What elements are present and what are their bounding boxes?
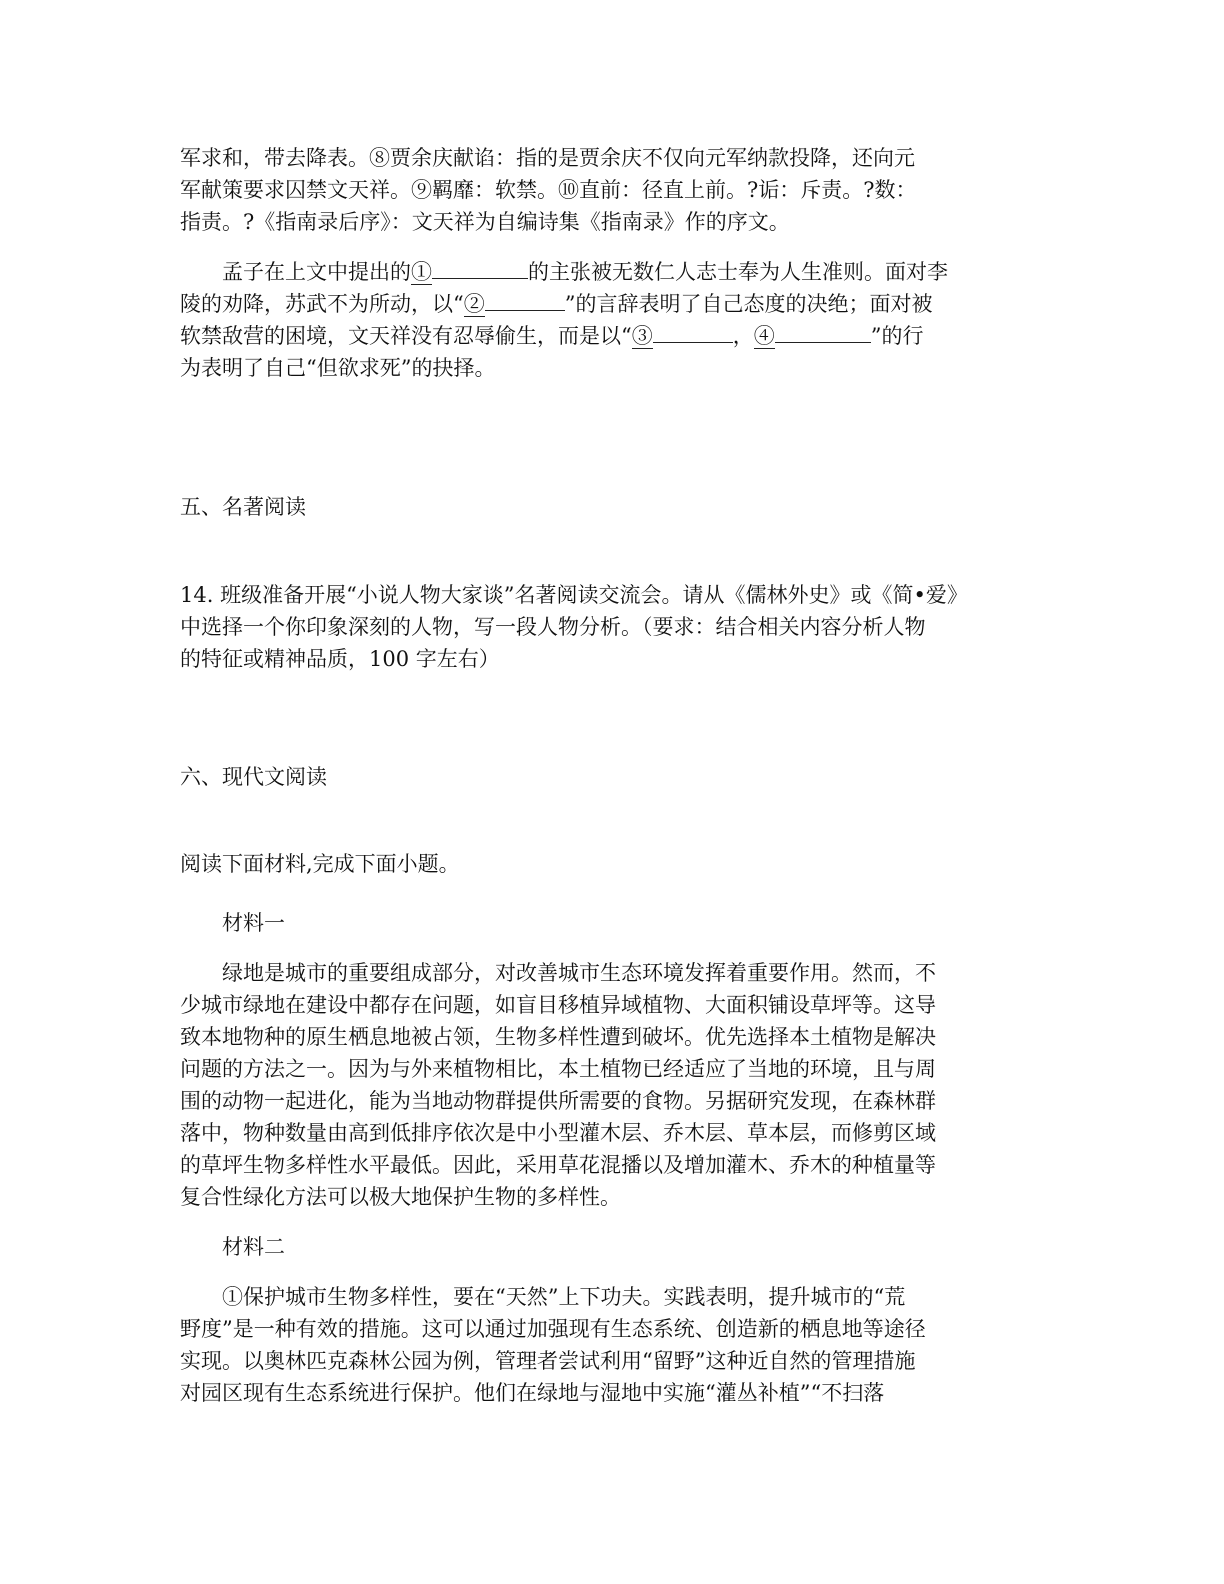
fill-text: 的主张被无数仁人志士奉为人生准则。面对李	[528, 260, 948, 284]
question-14-line-1: 14. 班级准备开展“小说人物大家谈”名著阅读交流会。请从《儒林外史》或《简•爱》	[180, 583, 968, 607]
answer-blank-3[interactable]	[653, 320, 733, 343]
answer-blank-2[interactable]	[485, 288, 565, 311]
material-1-line: 落中，物种数量由高到低排序依次是中小型灌木层、乔木层、草本层，而修剪区域	[180, 1121, 936, 1145]
fill-blank-line-1	[222, 256, 948, 288]
fill-text: “	[621, 324, 632, 348]
fill-text: 软禁敌营的困境，文天祥没有忍辱偷生，而是以	[180, 324, 621, 348]
material-1-line: 致本地物种的原生栖息地被占领，生物多样性遭到破坏。优先选择本土植物是解决	[180, 1025, 936, 1049]
answer-blank-1[interactable]	[432, 256, 528, 279]
reading-instruction: 阅读下面材料,完成下面小题。	[180, 852, 460, 876]
fill-blank-line-2	[180, 288, 932, 320]
material-2-line: 野度”是一种有效的措施。这可以通过加强现有生态系统、创造新的栖息地等途径	[180, 1317, 926, 1341]
blank-marker-1: ①	[411, 260, 432, 284]
material-1-line: 的草坪生物多样性水平最低。因此，采用草花混播以及增加灌木、乔木的种植量等	[180, 1153, 936, 1177]
question-14-line-2: 中选择一个你印象深刻的人物，写一段人物分析。（要求：结合相关内容分析人物	[180, 615, 926, 639]
fill-blank-line-3	[180, 320, 924, 352]
material-2-title: 材料二	[222, 1235, 285, 1259]
material-1-line: 问题的方法之一。因为与外来植物相比，本土植物已经适应了当地的环境，且与周	[180, 1057, 936, 1081]
material-1-line: 少城市绿地在建设中都存在问题，如盲目移植异域植物、大面积铺设草坪等。这导	[180, 993, 936, 1017]
material-1-line: 绿地是城市的重要组成部分，对改善城市生态环境发挥着重要作用。然而，不	[222, 961, 936, 985]
fill-text: 孟子在上文中提出的	[222, 260, 411, 284]
blank-marker-2: ②	[463, 292, 485, 316]
notes-line-3: 指责。?《指南录后序》：文天祥为自编诗集《指南录》作的序文。	[180, 210, 790, 234]
notes-line-2: 军献策要求囚禁文天祥。⑨羁靡：软禁。⑩直前：径直上前。?诟：斥责。?数：	[180, 178, 917, 202]
question-14-line-3: 的特征或精神品质，100 字左右）	[180, 647, 500, 671]
fill-text: ，	[732, 324, 754, 348]
section-6-heading: 六、现代文阅读	[180, 765, 327, 789]
fill-text: 陵的劝降，苏武不为所动，以“	[180, 292, 464, 316]
blank-marker-3: ③	[631, 324, 653, 348]
material-1-line: 围的动物一起进化，能为当地动物群提供所需要的食物。另据研究发现，在森林群	[180, 1089, 936, 1113]
material-1-title: 材料一	[222, 911, 285, 935]
answer-blank-4[interactable]	[775, 320, 871, 343]
material-2-line: 对园区现有生态系统进行保护。他们在绿地与湿地中实施“灌丛补植”“不扫落	[180, 1381, 885, 1405]
fill-text: ”的行	[870, 324, 924, 348]
fill-blank-line-4: 为表明了自己“但欲求死”的抉择。	[180, 356, 496, 380]
blank-marker-4: ④	[753, 324, 775, 348]
material-1-line: 复合性绿化方法可以极大地保护生物的多样性。	[180, 1185, 621, 1209]
notes-line-1: 军求和，带去降表。⑧贾余庆献谄：指的是贾余庆不仅向元军纳款投降，还向元	[180, 146, 915, 170]
fill-text: ”的言辞表明了自己态度的决绝；面对被	[564, 292, 933, 316]
material-2-line: ①保护城市生物多样性，要在“天然”上下功夫。实践表明，提升城市的“荒	[222, 1285, 906, 1309]
section-5-heading: 五、名著阅读	[180, 495, 306, 519]
material-2-line: 实现。以奥林匹克森林公园为例，管理者尝试利用“留野”这种近自然的管理措施	[180, 1349, 916, 1373]
